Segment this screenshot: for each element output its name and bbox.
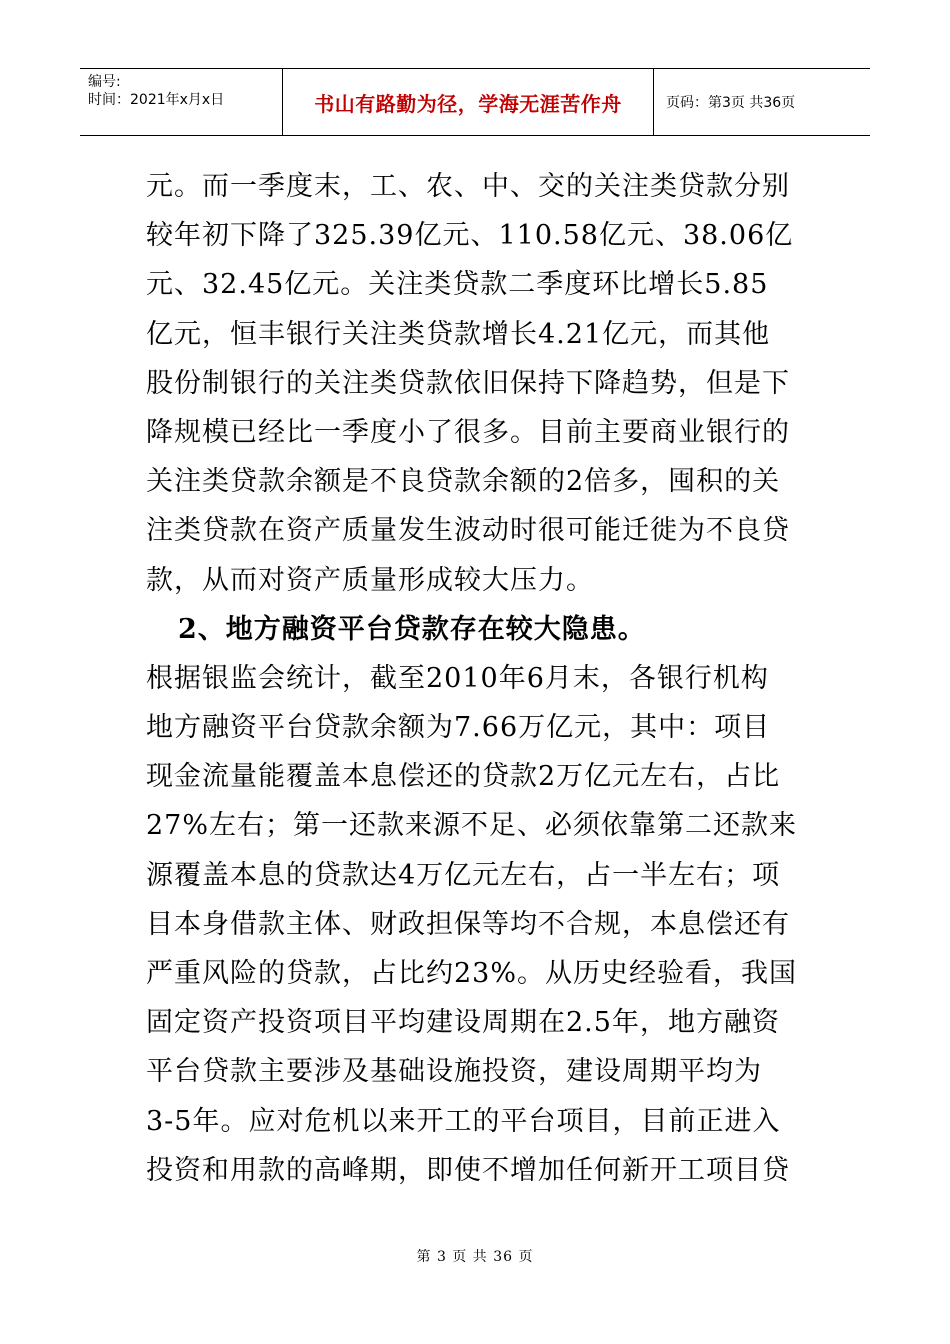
- page-footer: [0, 1246, 950, 1266]
- document-body: [146, 162, 810, 1195]
- body-line: 亿元，恒丰银行关注类贷款增长4.21亿元，而其他: [146, 318, 771, 350]
- motto-text: 书山有路勤为径，学海无涯苦作舟: [314, 91, 622, 116]
- body-line: 元、32.45亿元。关注类贷款二季度环比增长5.85: [146, 269, 769, 301]
- body-line: 降规模已经比一季度小了很多。目前主要商业银行的: [146, 416, 790, 448]
- body-line: 投资和用款的高峰期，即使不增加任何新开工项目贷: [146, 1154, 790, 1186]
- page-header: [80, 68, 870, 136]
- time-label: 时间：2021年x月x日: [88, 92, 225, 108]
- body-line: 根据银监会统计，截至2010年6月末，各银行机构: [146, 662, 769, 694]
- body-line: 目本身借款主体、财政担保等均不合规，本息偿还有: [146, 908, 790, 940]
- header-meta: [80, 69, 282, 135]
- body-line: 注类贷款在资产质量发生波动时很可能迁徙为不良贷: [146, 515, 790, 547]
- body-line: 固定资产投资项目平均建设周期在2.5年，地方融资: [146, 1007, 780, 1039]
- body-line: 关注类贷款余额是不良贷款余额的2倍多，囤积的关: [146, 466, 781, 498]
- body-line: 较年初下降了325.39亿元、110.58亿元、38.06亿: [146, 220, 794, 252]
- body-line: 严重风险的贷款，占比约23%。从历史经验看，我国: [146, 958, 798, 989]
- page-info-text: 页码：第3页 共36页: [666, 95, 796, 111]
- body-line: 款，从而对资产质量形成较大压力。: [146, 564, 594, 596]
- body-line: 3-5年。应对危机以来开工的平台项目，目前正进入: [146, 1105, 781, 1137]
- body-line: 现金流量能覆盖本息偿还的贷款2万亿元左右，占比: [146, 761, 781, 793]
- body-line: 源覆盖本息的贷款达4万亿元左右，占一半左右；项: [146, 859, 781, 891]
- section-heading: 2、地方融资平台贷款存在较大隐患。: [178, 613, 646, 645]
- number-label: 编号:: [88, 74, 121, 90]
- body-line: 地方融资平台贷款余额为7.66万亿元，其中：项目: [146, 712, 771, 744]
- body-line: 27%左右；第一还款来源不足、必须依靠第二还款来: [146, 810, 798, 842]
- body-line: 元。而一季度末，工、农、中、交的关注类贷款分别: [146, 171, 790, 202]
- header-motto-cell: [282, 69, 654, 135]
- footer-page-number: 第 3 页 共 36 页: [416, 1249, 534, 1265]
- body-line: 平台贷款主要涉及基础设施投资，建设周期平均为: [146, 1056, 762, 1088]
- body-line: 股份制银行的关注类贷款依旧保持下降趋势，但是下: [146, 367, 790, 399]
- header-page-info: [654, 69, 870, 135]
